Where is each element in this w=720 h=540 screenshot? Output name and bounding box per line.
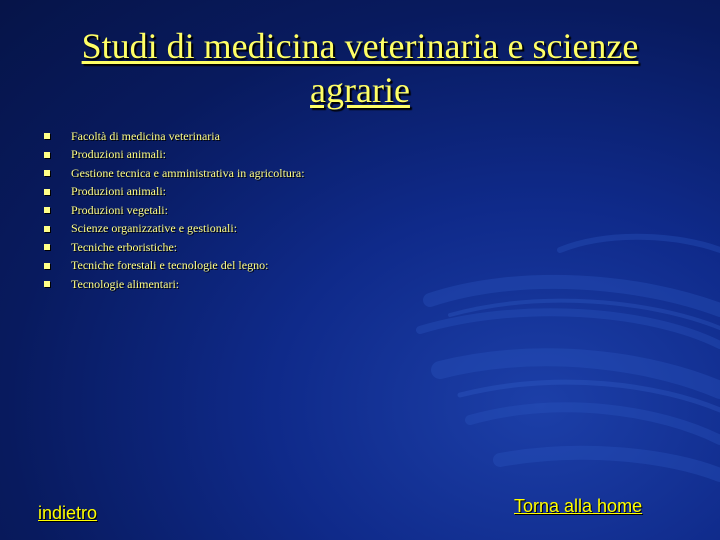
list-item — [42, 127, 305, 146]
list-item — [42, 257, 305, 276]
study-list — [42, 127, 305, 294]
home-link[interactable]: Torna alla home — [514, 496, 643, 516]
list-item — [42, 275, 305, 294]
list-item-label: Scienze organizzative e gestionali: — [71, 221, 238, 236]
list-item-label: Tecniche forestali e tecnologie del legno: — [71, 258, 269, 273]
list-item-label: Produzioni vegetali: — [71, 202, 168, 217]
list-item — [42, 201, 305, 220]
list-item — [42, 220, 305, 239]
list-item-label: Facoltà di medicina veterinaria — [71, 128, 220, 143]
list-item-label: Tecnologie alimentari: — [71, 276, 180, 291]
square-bullet-icon — [44, 133, 50, 139]
page-title: Studi di medicina veterinaria e scienze agrarie — [81, 26, 639, 110]
square-bullet-icon — [44, 281, 50, 287]
list-item-label: Produzioni animali: — [71, 184, 166, 199]
square-bullet-icon — [44, 152, 50, 158]
square-bullet-icon — [44, 263, 50, 269]
square-bullet-icon — [44, 244, 50, 250]
list-item-label: Produzioni animali: — [71, 147, 166, 162]
list-item — [42, 164, 305, 183]
square-bullet-icon — [44, 226, 50, 232]
list-item — [42, 183, 305, 202]
list-item-label: Tecniche erboristiche: — [71, 239, 178, 254]
list-item — [42, 146, 305, 165]
square-bullet-icon — [44, 207, 50, 213]
square-bullet-icon — [44, 170, 50, 176]
list-item-label: Gestione tecnica e amministrativa in agricoltura: — [71, 165, 305, 180]
square-bullet-icon — [44, 189, 50, 195]
back-link[interactable]: indietro — [38, 503, 98, 523]
list-item — [42, 238, 305, 257]
